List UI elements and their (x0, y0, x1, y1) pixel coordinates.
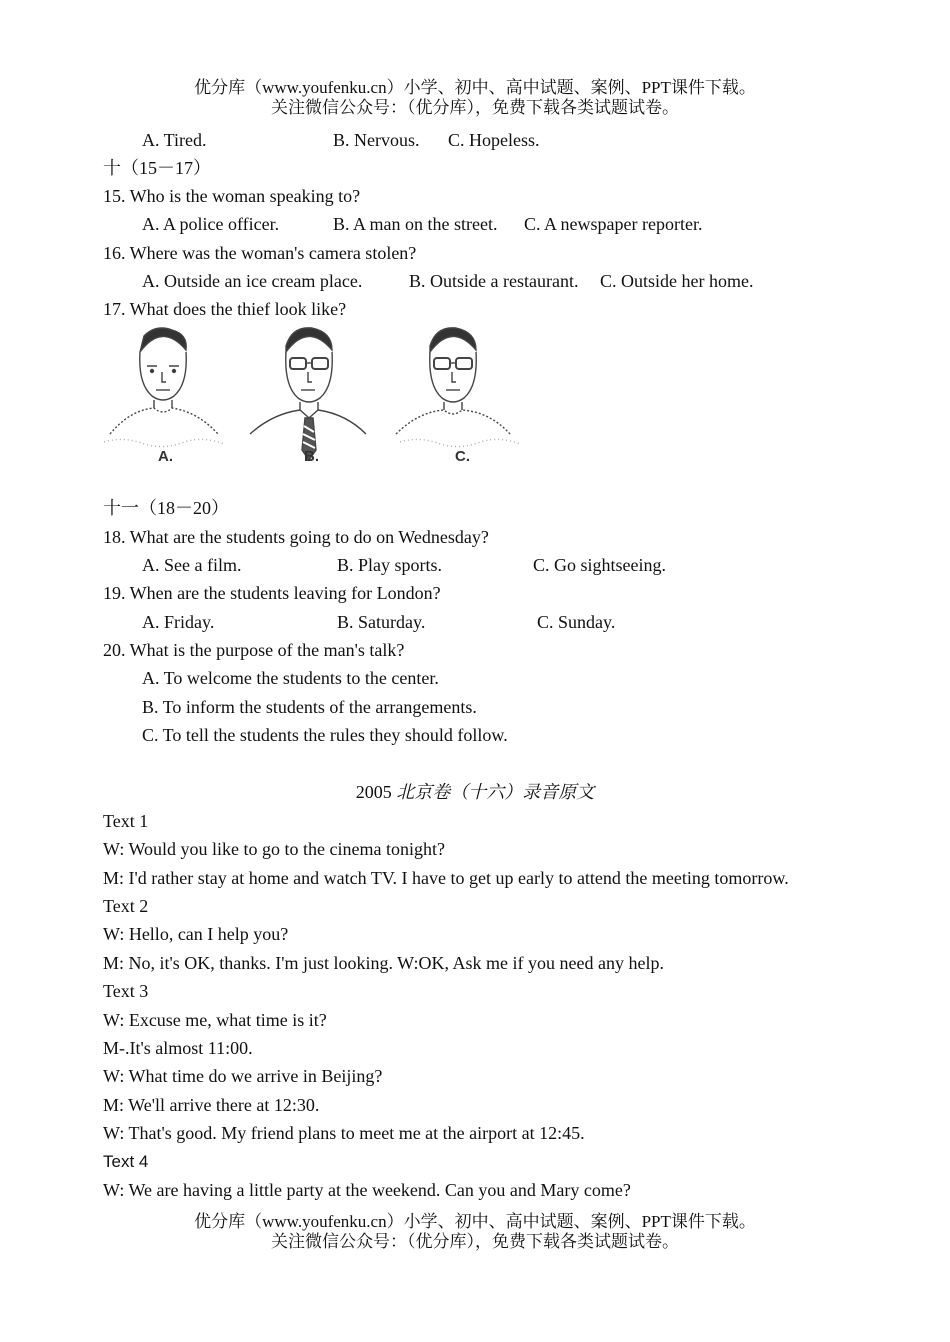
transcript-line: M: I'd rather stay at home and watch TV. I have to get up early to attend the meeting tomorrow. (103, 868, 789, 888)
face-b-drawing (250, 328, 366, 460)
transcript-line: W: What time do we arrive in Beijing? (103, 1066, 383, 1086)
header-line-2: 关注微信公众号：（优分库），免费下载各类试题试卷。 (271, 98, 679, 117)
transcript-line: W: We are having a little party at the weekend. Can you and Mary come? (103, 1180, 631, 1200)
q20-option-c: C. To tell the students the rules they should follow. (142, 725, 508, 745)
face-a-drawing (104, 328, 224, 447)
question-20: 20. What is the purpose of the man's talk? (103, 640, 405, 660)
q18-option-c: C. Go sightseeing. (533, 555, 666, 575)
thief-options-figure (100, 322, 525, 470)
transcript-text-1-label: Text 1 (103, 811, 149, 831)
transcript-line: M-.It's almost 11:00. (103, 1038, 253, 1058)
question-18: 18. What are the students going to do on Wednesday? (103, 527, 489, 547)
q19-option-a: A. Friday. (142, 612, 215, 632)
transcript-title-year: 2005 (355, 782, 397, 802)
question-15: 15. Who is the woman speaking to? (103, 186, 361, 206)
header-line-1: 优分库（www.youfenku.cn）小学、初中、高中试题、案例、PPT课件下载。 (194, 78, 756, 97)
q15-option-c: C. A newspaper reporter. (524, 214, 703, 234)
transcript-text-3-label: Text 3 (103, 981, 149, 1001)
q16-option-b: B. Outside a restaurant. (409, 271, 579, 291)
prev-option-b: B. Nervous. (333, 130, 420, 150)
q16-option-c: C. Outside her home. (600, 271, 754, 291)
section-10-heading: 十（15－17） (103, 158, 211, 178)
prev-option-c: C. Hopeless. (448, 130, 540, 150)
q15-option-b: B. A man on the street. (333, 214, 498, 234)
q20-option-a: A. To welcome the students to the center. (142, 668, 439, 688)
q16-option-a: A. Outside an ice cream place. (142, 271, 363, 291)
transcript-title (0, 781, 950, 803)
transcript-text-4-label: Text 4 (103, 1152, 149, 1171)
transcript-line: W: Excuse me, what time is it? (103, 1010, 327, 1030)
q20-option-b: B. To inform the students of the arrangements. (142, 697, 477, 717)
transcript-line: W: Would you like to go to the cinema tonight? (103, 839, 445, 859)
face-c-drawing (396, 328, 520, 447)
footer-line-1: 优分库（www.youfenku.cn）小学、初中、高中试题、案例、PPT课件下载。 (194, 1212, 756, 1231)
figure-label-b: B. (304, 448, 319, 465)
transcript-line: M: We'll arrive there at 12:30. (103, 1095, 320, 1115)
q18-option-b: B. Play sports. (337, 555, 443, 575)
q15-option-a: A. A police officer. (142, 214, 280, 234)
transcript-title-text: 北京卷（十六）录音原文 (396, 782, 595, 802)
transcript-text-2-label: Text 2 (103, 896, 149, 916)
q19-option-c: C. Sunday. (537, 612, 616, 632)
transcript-line: M: No, it's OK, thanks. I'm just looking. W:OK, Ask me if you need any help. (103, 953, 664, 973)
figure-label-a: A. (158, 448, 173, 465)
transcript-line: W: That's good. My friend plans to meet me at the airport at 12:45. (103, 1123, 585, 1143)
footer-line-2: 关注微信公众号：（优分库），免费下载各类试题试卷。 (271, 1232, 679, 1251)
q18-option-a: A. See a film. (142, 555, 242, 575)
question-16: 16. Where was the woman's camera stolen? (103, 243, 417, 263)
question-17: 17. What does the thief look like? (103, 299, 347, 319)
prev-option-a: A. Tired. (142, 130, 207, 150)
q19-option-b: B. Saturday. (337, 612, 426, 632)
question-19: 19. When are the students leaving for London? (103, 583, 441, 603)
figure-label-c: C. (455, 448, 470, 465)
section-11-heading: 十一（18－20） (103, 498, 229, 518)
transcript-line: W: Hello, can I help you? (103, 924, 289, 944)
